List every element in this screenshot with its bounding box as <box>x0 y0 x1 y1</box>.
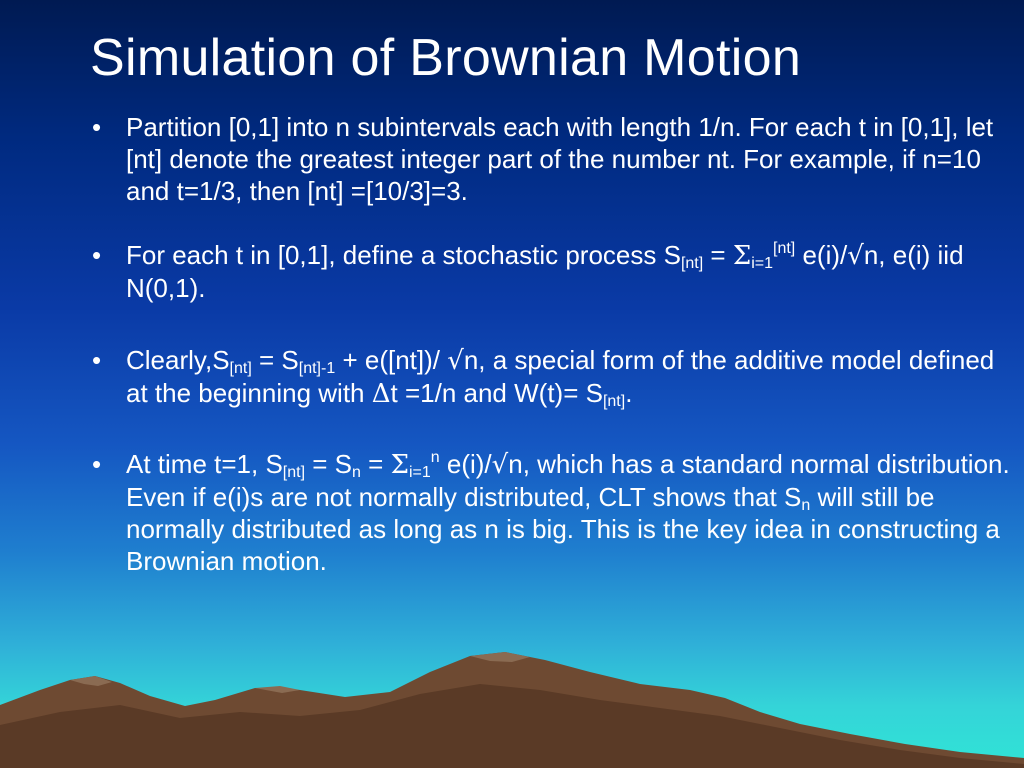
bullet-icon: • <box>92 449 102 479</box>
sqrt-symbol: √ <box>491 450 509 480</box>
bullet-text-part: = <box>703 240 733 270</box>
bullet-clt <box>92 448 1017 577</box>
bullet-text-part: = S <box>305 449 353 479</box>
bullet-text-part: e(i)/ <box>795 240 848 270</box>
bullet-text-part: = <box>360 449 391 479</box>
subscript: [nt] <box>282 464 306 481</box>
bullet-text-part: For each t in [0,1], define a stochastic process S <box>126 240 681 270</box>
bullet-list <box>92 111 1017 577</box>
superscript: n <box>430 449 440 466</box>
bullet-text-part: At time t=1, S <box>126 449 283 479</box>
bullet-additive-model <box>92 344 1017 410</box>
bullet-stochastic-process <box>92 239 1017 304</box>
bullet-icon: • <box>92 240 102 270</box>
bullet-text-part: Clearly,S <box>126 345 230 375</box>
subscript: n <box>352 464 361 481</box>
subscript: [nt] <box>229 360 252 377</box>
bullet-text-part: n, which has a standard normal distribution. Even if e(i)s are not normally distributed, CLT shows that S <box>126 449 1010 512</box>
sqrt-symbol: √ <box>447 346 464 376</box>
bullet-text-part: n, a special form of the additive model defined at the beginning with <box>126 345 995 408</box>
bullet-text-part: will still be normally distributed as long as n is big. This is the key idea in constructing a Brownian motion. <box>126 482 1000 576</box>
bullet-icon: • <box>92 112 102 142</box>
slide-title: Simulation of Brownian Motion <box>90 29 802 87</box>
bullet-icon: • <box>92 345 102 375</box>
bullet-text-part: . <box>625 378 633 408</box>
mountain-shadow <box>0 684 1024 768</box>
subscript: n <box>801 497 811 514</box>
superscript: [nt] <box>773 240 796 257</box>
subscript: i=1 <box>408 464 431 481</box>
subscript: i=1 <box>751 255 774 272</box>
bullet-text-part: = S <box>251 345 299 375</box>
sigma-symbol: Σ <box>732 241 752 271</box>
subscript: [nt] <box>680 255 704 272</box>
bullet-partition <box>92 111 1017 207</box>
bullet-text-part: t =1/n and W(t)= S <box>390 378 603 408</box>
bullet-text-part: e(i)/ <box>439 449 492 479</box>
subscript: [nt] <box>602 393 626 410</box>
subscript: [nt]-1 <box>298 360 336 377</box>
bullet-text-part: + e([nt])/ <box>335 345 448 375</box>
sigma-symbol: Σ <box>390 450 409 480</box>
sqrt-symbol: √ <box>847 241 864 271</box>
bullet-text-part: n, e(i) iid N(0,1). <box>126 240 964 303</box>
bullet-text: Partition [0,1] into n subintervals each with length 1/n. For each t in [0,1], let [nt] denote the greatest integer part of the number nt. For example, if n=10 and t=1/3, then [nt] =[10/3]=3. <box>126 112 994 206</box>
delta-symbol: Δ <box>371 379 391 409</box>
